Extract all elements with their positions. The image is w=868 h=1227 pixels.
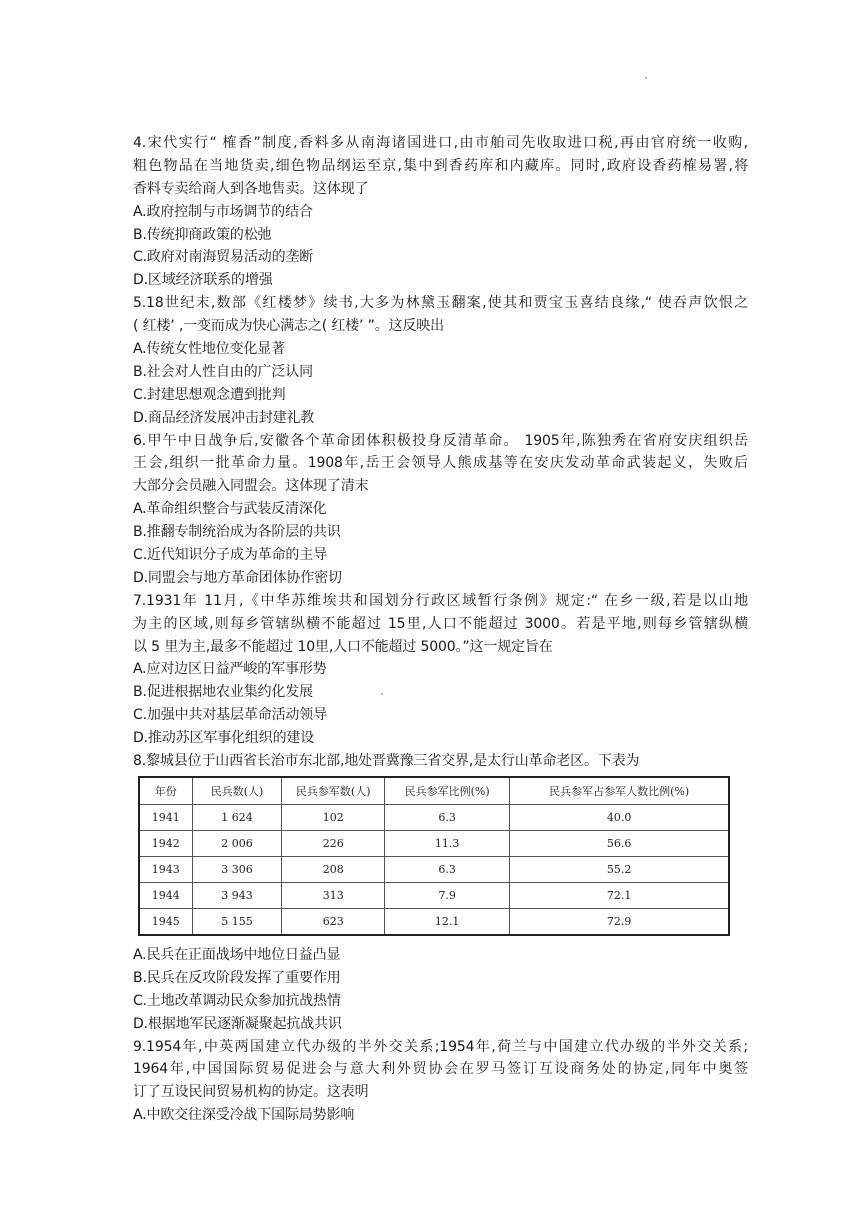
table-header-cell: 民兵参军比例(%) bbox=[385, 777, 510, 805]
option-a: A.中欧交往深受冷战下国际局势影响 bbox=[133, 1107, 355, 1124]
table-cell: 313 bbox=[282, 882, 385, 908]
question-list bbox=[133, 132, 748, 1127]
militia-table bbox=[138, 776, 730, 936]
option-d: D.推动苏区军事化组织的建设 bbox=[133, 730, 315, 747]
option-b: B.促进根据地农业集约化发展 bbox=[133, 684, 313, 701]
option-a: A.传统女性地位变化显著 bbox=[133, 341, 285, 358]
table-cell: 3 306 bbox=[192, 856, 282, 882]
table-header-cell: 年份 bbox=[139, 777, 192, 805]
question-stem-line: 王会,组织一批革命力量。1908年,岳王会领导人熊成基等在安庆发动革命武装起义，失败后 bbox=[133, 455, 748, 472]
option-d: D.区域经济联系的增强 bbox=[133, 272, 273, 289]
table-cell: 6.3 bbox=[385, 856, 510, 882]
table-cell: 1 624 bbox=[192, 804, 282, 830]
option-a: A.革命组织整合与武装反清深化 bbox=[133, 501, 327, 518]
option-c: C.近代知识分子成为革命的主导 bbox=[133, 547, 327, 564]
table-row bbox=[139, 908, 729, 935]
question-6 bbox=[133, 430, 748, 590]
question-stem-line: 为主的区域,则每乡管辖纵横不能超过 15里,人口不能超过 3000。若是平地,则每乡管辖纵横 bbox=[133, 615, 748, 632]
option-b: B.民兵在反攻阶段发挥了重要作用 bbox=[133, 969, 341, 986]
option-c: C.政府对南海贸易活动的垄断 bbox=[133, 249, 314, 266]
table-cell: 623 bbox=[282, 908, 385, 935]
option-c: C.土地改革调动民众参加抗战热情 bbox=[133, 992, 341, 1009]
question-5 bbox=[133, 292, 748, 429]
question-stem-line: 8.黎城县位于山西省长治市东北部,地处晋冀豫三省交界,是太行山革命老区。下表为 bbox=[133, 753, 640, 770]
option-d: D.同盟会与地方革命团体协作密切 bbox=[133, 569, 342, 586]
question-stem-line: 大部分会员融入同盟会。这体现了清末 bbox=[133, 478, 369, 495]
table-cell: 11.3 bbox=[385, 830, 510, 856]
table-cell: 102 bbox=[282, 804, 385, 830]
table-cell: 2 006 bbox=[192, 830, 282, 856]
question-stem-line: ( 红楼’ ,一变而成为快心满志之( 红楼’ ”。这反映出 bbox=[133, 318, 444, 335]
option-a: A.应对边区日益严峻的军事形势 bbox=[133, 661, 327, 678]
question-stem-line: 6.甲午中日战争后,安徽各个革命团体积极投身反清革命。 1905年,陈独秀在省府安庆组织岳 bbox=[133, 432, 748, 449]
option-d: D.商品经济发展冲击封建礼教 bbox=[133, 409, 315, 426]
table-cell: 12.1 bbox=[385, 908, 510, 935]
question-4 bbox=[133, 132, 748, 292]
table-cell: 40.0 bbox=[510, 804, 729, 830]
question-stem-line: 粗色物品在当地货卖,细色物品纲运至京,集中到香药库和内藏库。同时,政府设香药榷易署,将 bbox=[133, 157, 748, 174]
option-c: C.加强中共对基层革命活动领导 bbox=[133, 707, 327, 724]
question-stem-line: 7.1931年 11月,《中华苏维埃共和国划分行政区域暂行条例》规定:“ 在乡一级,若是以山地 bbox=[133, 592, 748, 609]
table-row bbox=[139, 882, 729, 908]
option-b: B.社会对人性自由的广泛认同 bbox=[133, 363, 313, 380]
table-cell: 6.3 bbox=[385, 804, 510, 830]
question-stem-line: 以 5 里为主,最多不能超过 10里,人口不能超过 5000。”这一规定旨在 bbox=[133, 638, 553, 655]
table-header-cell: 民兵参军数(人) bbox=[282, 777, 385, 805]
table-header-cell: 民兵数(人) bbox=[192, 777, 282, 805]
table-cell: 72.9 bbox=[510, 908, 729, 935]
option-d: D.根据地军民逐渐凝聚起抗战共识 bbox=[133, 1015, 342, 1032]
question-stem-line: 4.宋代实行“ 榷香”制度,香料多从南海诸国进口,由市舶司先收取进口税,再由官府统一收购, bbox=[133, 135, 748, 151]
table-cell: 1943 bbox=[139, 856, 192, 882]
question-stem-line: 订了互设民间贸易机构的协定。这表明 bbox=[133, 1084, 369, 1101]
question-8 bbox=[133, 750, 748, 1035]
question-stem-line: 9.1954年,中英两国建立代办级的半外交关系;1954年,荷兰与中国建立代办级的半外交关系; bbox=[133, 1038, 748, 1055]
table-cell: 1941 bbox=[139, 804, 192, 830]
table-header-row bbox=[139, 777, 729, 805]
table-cell: 1945 bbox=[139, 908, 192, 935]
option-a: A.政府控制与市场调节的结合 bbox=[133, 203, 313, 220]
table-cell: 226 bbox=[282, 830, 385, 856]
table-cell: 208 bbox=[282, 856, 385, 882]
option-a: A.民兵在正面战场中地位日益凸显 bbox=[133, 946, 341, 963]
option-b: B.传统抑商政策的松弛 bbox=[133, 226, 272, 243]
question-9 bbox=[133, 1036, 748, 1128]
militia-data-table bbox=[138, 776, 730, 936]
question-stem-line: 1964年,中国国际贸易促进会与意大利外贸协会在罗马签订互设商务处的协定,同年中奥签 bbox=[133, 1061, 748, 1078]
table-cell: 7.9 bbox=[385, 882, 510, 908]
question-stem-line: 香料专卖给商人到各地售卖。这体现了 bbox=[133, 180, 369, 197]
table-cell: 1942 bbox=[139, 830, 192, 856]
table-cell: 55.2 bbox=[510, 856, 729, 882]
table-row bbox=[139, 830, 729, 856]
table-cell: 1944 bbox=[139, 882, 192, 908]
scan-speck bbox=[645, 77, 647, 79]
table-header-cell: 民兵参军占参军人数比例(%) bbox=[510, 777, 729, 805]
question-7 bbox=[133, 590, 748, 750]
question-stem-line: 5.18世纪末,数部《红楼梦》续书,大多为林黛玉翻案,使其和贾宝玉喜结良缘,“ 使吞声饮恨之 bbox=[133, 295, 748, 312]
table-cell: 72.1 bbox=[510, 882, 729, 908]
table-cell: 56.6 bbox=[510, 830, 729, 856]
table-row bbox=[139, 804, 729, 830]
table-cell: 3 943 bbox=[192, 882, 282, 908]
table-cell: 5 155 bbox=[192, 908, 282, 935]
option-c: C.封建思想观念遭到批判 bbox=[133, 386, 286, 403]
table-row bbox=[139, 856, 729, 882]
option-b: B.推翻专制统治成为各阶层的共识 bbox=[133, 524, 341, 541]
